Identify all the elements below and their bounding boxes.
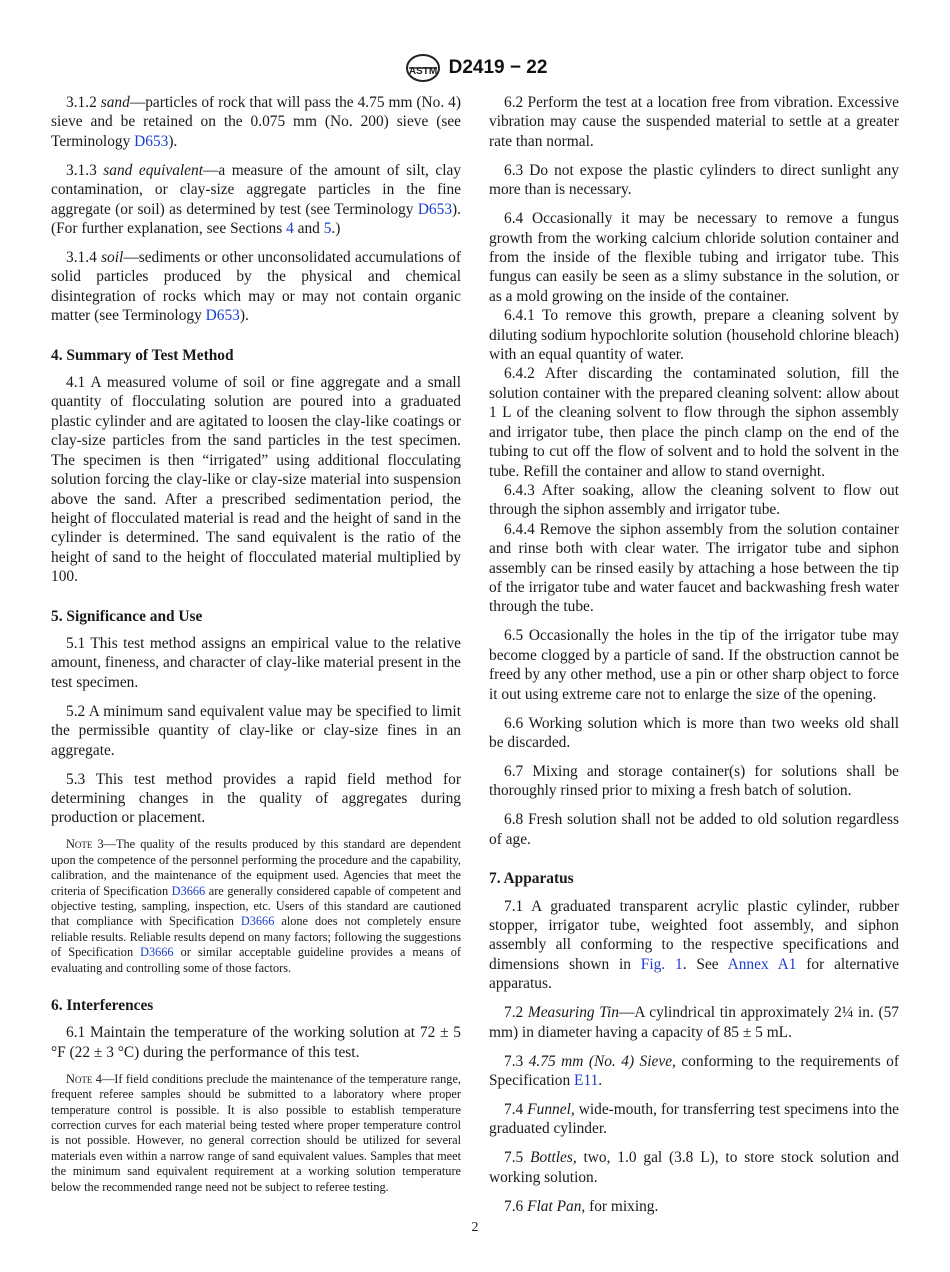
right-column [489, 93, 899, 1226]
paragraph-5-1: 5.1 This test method assigns an empirical value to the relative amount, fineness, and character of clay-like material present in the test specimen. [51, 634, 461, 691]
paragraph-6-7: 6.7 Mixing and storage container(s) for solutions shall be thoroughly rinsed prior to mixing a fresh batch of solution. [489, 762, 899, 800]
section-6-heading: 6. Interferences [51, 997, 154, 1015]
page-header [0, 50, 950, 86]
paragraph-6-1: 6.1 Maintain the temperature of the working solution at 72 ± 5 °F (22 ± 3 °C) during the performance of this test. [51, 1024, 461, 1061]
left-column [51, 93, 461, 1204]
ref-e11-link[interactable]: E11 [574, 1072, 599, 1090]
svg-text:ASTM: ASTM [408, 66, 437, 77]
document-designation: D2419 − 22 [448, 57, 548, 78]
section-5-heading: 5. Significance and Use [51, 607, 203, 625]
note-3: Note 3—The quality of the results produced by this standard are dependent upon the competence of the personnel performing the procedure and the capability, calibration, and the maintenance of the equipment used. Agencies that meet the criteria of Specification D3666 are generally considered capable of competent and objective testing, sampling, inspection, etc. Users of this standard are cautioned that compliance with Specification D3666 alone does not completely ensure reliable results. Reliable results depend on many factors; following the suggestions of Specification D3666 or similar acceptable guideline provides a means of evaluating and controlling some of those factors. [51, 837, 461, 975]
ref-d3666-link[interactable]: D3666 [171, 883, 206, 898]
paragraph-3-1-4: 3.1.4 soil—sediments or other unconsolidated accumulations of solid particles produced by the physical and chemical disintegration of rocks which may or may not contain organic matter (see Terminology D653). [51, 249, 461, 325]
ref-d3666-link[interactable]: D3666 [140, 945, 174, 960]
paragraph-6-3: 6.3 Do not expose the plastic cylinders to direct sunlight any more than is necessary. [489, 161, 899, 199]
paragraph-6-4-4: 6.4.4 Remove the siphon assembly from the solution container and rinse both with clear water. The irrigator tube and siphon assembly can be rinsed easily by attaching a hose between the tip of the irrigator tube and water faucet and backwashing fresh water through the tube. [489, 520, 899, 616]
ref-d653-link[interactable]: D653 [205, 307, 240, 325]
paragraph-5-2: 5.2 A minimum sand equivalent value may be specified to limit the permissible quantity of clay-like or clay-size fines in an aggregate. [51, 702, 461, 759]
paragraph-7-5: 7.5 Bottles, two, 1.0 gal (3.8 L), to store stock solution and working solution. [489, 1149, 899, 1186]
ref-d653-link[interactable]: D653 [134, 132, 169, 150]
paragraph-6-5: 6.5 Occasionally the holes in the tip of the irrigator tube may become clogged by a particle of sand. If the obstruction cannot be freed by any other method, use a pin or other sharp object to force it out using extreme care not to enlarge the size of the opening. [489, 627, 899, 703]
page-number: 2 [471, 1220, 479, 1235]
ref-annex-a1-link[interactable]: Annex A1 [727, 955, 797, 973]
ref-fig-1-link[interactable]: Fig. 1 [640, 955, 683, 973]
ref-d3666-link[interactable]: D3666 [240, 914, 275, 929]
paragraph-7-6: 7.6 Flat Pan, for mixing. [504, 1197, 659, 1215]
ref-d653-link[interactable]: D653 [417, 200, 453, 218]
ref-section-4-link[interactable]: 4 [286, 220, 294, 238]
paragraph-6-4: 6.4 Occasionally it may be necessary to remove a fungus growth from the working calcium chloride solution container and from the inside of the flexible tubing and irrigator tube. This fungus can easily be seen as a slimy substance in the solution, or as a mold growing on the inside of the container. [489, 210, 899, 305]
paragraph-3-1-3: 3.1.3 sand equivalent—a measure of the amount of silt, clay contamination, or clay-size aggregate particles in the fine aggregate (or soil) as determined by test (see Terminology D653). (For further explanation, see Sections 4 and 5.) [51, 161, 461, 238]
paragraph-3-1-2: 3.1.2 sand—particles of rock that will pass the 4.75 mm (No. 4) sieve and be retained on the 0.075 mm (No. 200) sieve (see Terminology D653). [51, 94, 461, 150]
paragraph-5-3: 5.3 This test method provides a rapid field method for determining changes in the quality of aggregates during production or placement. [51, 770, 461, 827]
paragraph-6-6: 6.6 Working solution which is more than two weeks old shall be discarded. [489, 714, 899, 751]
section-7-heading: 7. Apparatus [489, 870, 574, 888]
paragraph-6-8: 6.8 Fresh solution shall not be added to old solution regardless of age. [489, 811, 899, 848]
paragraph-6-2: 6.2 Perform the test at a location free from vibration. Excessive vibration may cause the suspended material to settle at a greater rate than normal. [489, 94, 899, 150]
section-4-heading: 4. Summary of Test Method [51, 346, 234, 364]
paragraph-6-4-1: 6.4.1 To remove this growth, prepare a cleaning solvent by diluting sodium hypochlorite solution (household chlorine bleach) with an equal quantity of water. [489, 307, 899, 364]
paragraph-4-1: 4.1 A measured volume of soil or fine aggregate and a small quantity of flocculating solution are poured into a graduated plastic cylinder and are agitated to loosen the clay-like coatings or clay-size particles from the sand particles in the test specimen. The specimen is then “irrigated” using additional flocculating solution forcing the clay-like or clay-size material into suspension above the sand. After a prescribed sedimentation period, the height of flocculated material is read and the height of sand in the cylinder is determined. The sand equivalent is the ratio of the height of sand to the height of flocculated material multiplied by 100. [51, 374, 461, 586]
note-4: Note 4—If field conditions preclude the maintenance of the temperature range, frequent referee samples should be submitted to a laboratory where proper temperature control is possible. It is also possible to establish temperature correction curves for each material being tested where proper temperature control is not possible. However, no general correction should be utilized for several materials even within a narrow range of sand equivalent values. Samples that meet the minimum sand equivalent requirement at a working solution temperature below the recommended range need not be subject to referee testing. [51, 1071, 461, 1194]
ref-section-5-link[interactable]: 5 [323, 220, 332, 238]
astm-logo-icon [403, 53, 443, 83]
paragraph-7-3: 7.3 4.75 mm (No. 4) Sieve, conforming to the requirements of Specification E11. [489, 1052, 899, 1090]
paragraph-6-4-2: 6.4.2 After discarding the contaminated solution, fill the solution container with the prepared cleaning solvent: allow about 1 L of the cleaning solvent to flow through the siphon assembly and irrigator tube, then place the pinch clamp on the end of the tubing to cut off the flow of solvent and to hold the solvent in the tube. Refill the container and allow to stand overnight. [489, 365, 899, 480]
paragraph-7-4: 7.4 Funnel, wide-mouth, for transferring test specimens into the graduated cylinder. [489, 1101, 899, 1138]
paragraph-6-4-3: 6.4.3 After soaking, allow the cleaning solvent to flow out through the siphon assembly and irrigator tube. [489, 481, 899, 519]
paragraph-7-1: 7.1 A graduated transparent acrylic plastic cylinder, rubber stopper, irrigator tube, weighted foot assembly, and siphon assembly all conforming to the respective specifications and dimensions shown in Fig. 1. See Annex A1 for alternative apparatus. [489, 897, 900, 993]
paragraph-7-2: 7.2 Measuring Tin—A cylindrical tin approximately 2¼ in. (57 mm) in diameter having a capacity of 85 ± 5 mL. [489, 1004, 900, 1041]
